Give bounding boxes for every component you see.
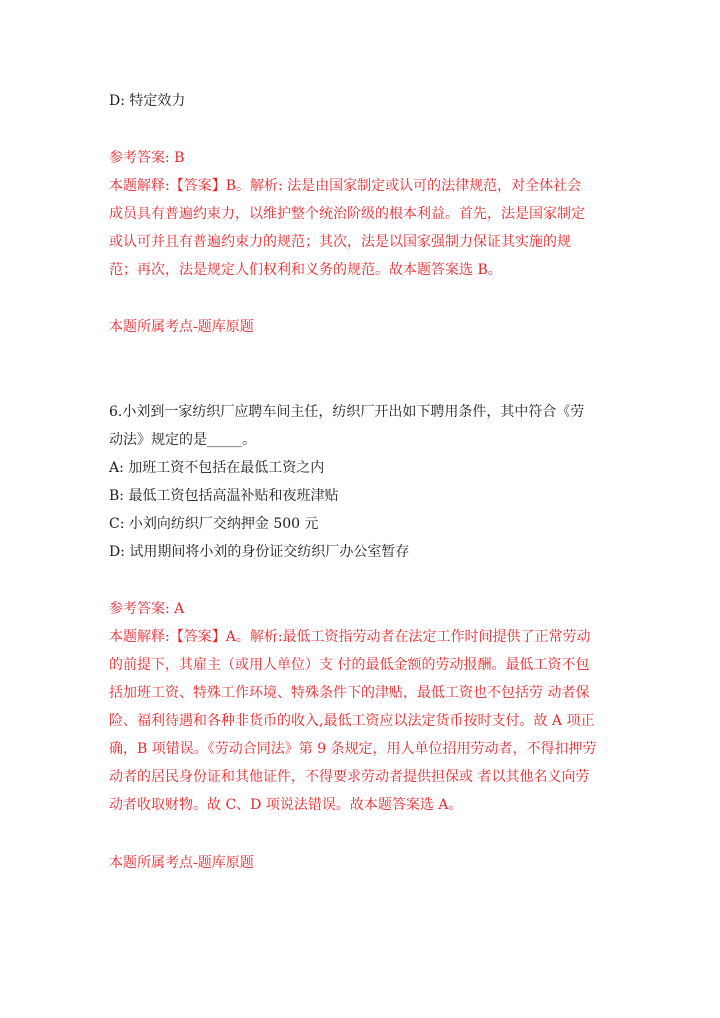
q6-option-d: D: 试用期间将小刘的身份证交纺织厂办公室暂存 (109, 544, 410, 560)
q5-explanation-line: 范；再次，法是规定人们权利和义务的规范。故本题答案选 B。 (109, 262, 502, 278)
q6-option-b: B: 最低工资包括高温补贴和夜班津贴 (109, 488, 339, 504)
q6-source: 本题所属考点-题库原题 (109, 855, 254, 871)
q6-explanation-line: 确，B 项错误。《劳动合同法》第 9 条规定，用人单位招用劳动者，不得扣押劳 (109, 741, 597, 757)
q5-explanation-line: 成员具有普遍约束力，以维护整个统治阶级的根本利益。首先，法是国家制定 (109, 206, 585, 222)
q6-question-line: 动法》规定的是_____。 (109, 432, 256, 448)
q6-option-c: C: 小刘向纺织厂交纳押金 500 元 (109, 516, 319, 532)
q5-option-d: D: 特定效力 (109, 93, 186, 109)
q6-explanation-line: 动者收取财物。故 C、D 项说法错误。故本题答案选 A。 (109, 797, 463, 813)
q5-explanation-line: 或认可并且有普遍约束力的规范；其次，法是以国家强制力保证其实施的规 (109, 234, 571, 250)
q6-answer: 参考答案: A (109, 601, 185, 617)
q6-explanation-line: 的前提下，其雇主（或用人单位）支 付的最低金额的劳动报酬。最低工资不包 (109, 657, 590, 673)
q6-explanation-line: 本题解释:【答案】A。解析:最低工资指劳动者在法定工作时间提供了正常劳动 (109, 629, 591, 645)
q6-option-a: A: 加班工资不包括在最低工资之内 (109, 460, 325, 476)
q5-answer: 参考答案: B (109, 150, 185, 166)
q6-explanation-line: 险、福利待遇和各种非货币的收入,最低工资应以法定货币按时支付。故 A 项正 (109, 713, 595, 729)
q6-question-line: 6.小刘到一家纺织厂应聘车间主任，纺织厂开出如下聘用条件，其中符合《劳 (109, 404, 585, 420)
q6-explanation-line: 括加班工资、特殊工作环境、特殊条件下的津贴，最低工资也不包括劳 动者保 (109, 685, 590, 701)
q6-explanation-line: 动者的居民身份证和其他证件，不得要求劳动者提供担保或 者以其他名义向劳 (109, 769, 590, 785)
q5-source: 本题所属考点-题库原题 (109, 319, 254, 335)
q5-explanation-line: 本题解释:【答案】B。解析: 法是由国家制定或认可的法律规范，对全体社会 (109, 178, 582, 194)
